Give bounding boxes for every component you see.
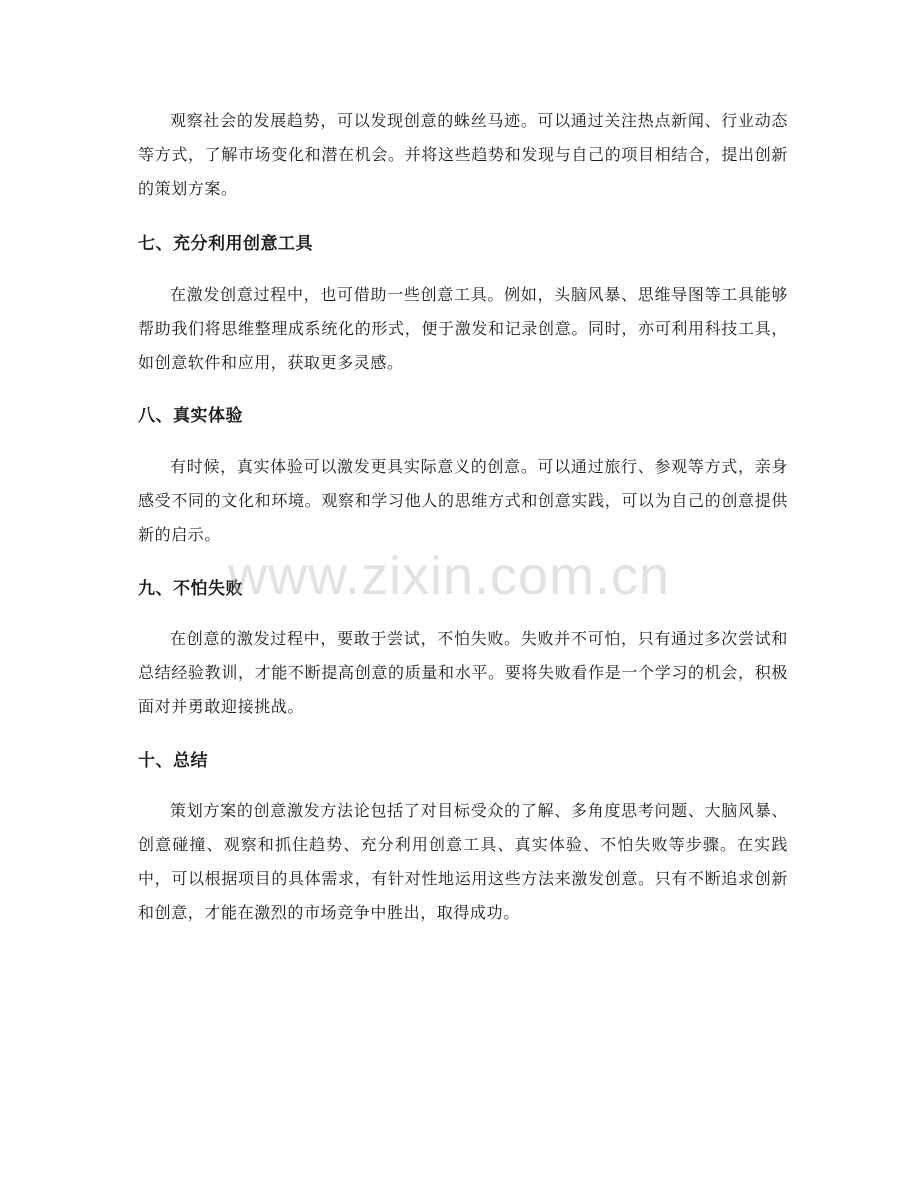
section-heading-summary: 十、总结 bbox=[138, 751, 208, 771]
section-heading-tools: 七、充分利用创意工具 bbox=[138, 234, 313, 254]
section-paragraph-experience: 有时候，真实体验可以激发更具实际意义的创意。可以通过旅行、参观等方式，亲身感受不同的文化和环境。观察和学习他人的思维方式和创意实践，可以为自己的创意提供新的启示。 bbox=[138, 457, 788, 544]
section-paragraph-summary: 策划方案的创意激发方法论包括了对目标受众的了解、多角度思考问题、大脑风暴、创意碰撞、观察和抓住趋势、充分利用创意工具、真实体验、不怕失败等步骤。在实践中，可以根据项目的具体需求，有针对性地运用这些方法来激发创意。只有不断追求创新和创意，才能在激烈的市场竞争中胜出，取得成功。 bbox=[138, 801, 788, 922]
intro-paragraph: 观察社会的发展趋势，可以发现创意的蛛丝马迹。可以通过关注热点新闻、行业动态等方式，了解市场变化和潜在机会。并将这些趋势和发现与自己的项目相结合，提出创新的策划方案。 bbox=[138, 111, 788, 198]
section-paragraph-failure: 在创意的激发过程中，要敢于尝试，不怕失败。失败并不可怕，只有通过多次尝试和总结经验教训，才能不断提高创意的质量和水平。要将失败看作是一个学习的机会，积极面对并勇敢迎接挑战。 bbox=[138, 629, 788, 716]
watermark: www.zixin.com.cn bbox=[228, 546, 671, 606]
section-heading-failure: 九、不怕失败 bbox=[138, 579, 243, 599]
section-heading-experience: 八、真实体验 bbox=[138, 406, 243, 426]
section-paragraph-tools: 在激发创意过程中，也可借助一些创意工具。例如，头脑风暴、思维导图等工具能够帮助我们将思维整理成系统化的形式，便于激发和记录创意。同时，亦可利用科技工具，如创意软件和应用，获取更多灵感。 bbox=[138, 285, 788, 372]
